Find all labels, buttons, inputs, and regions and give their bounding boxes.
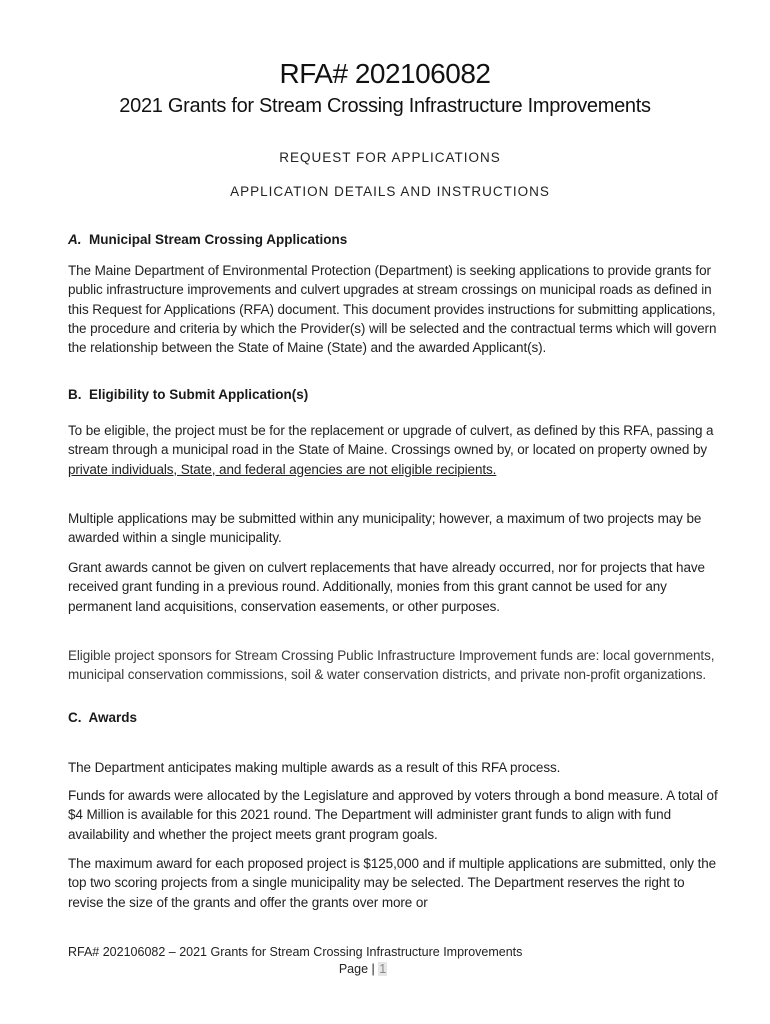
- section-b-heading: [68, 387, 308, 402]
- eligibility-text: To be eligible, the project must be for the replacement or upgrade of culvert, as defined by this RFA, passing a stream through a municipal road in the State of Maine. Crossings owned by, or located on property owned by: [68, 423, 714, 458]
- section-c-paragraph-3: The maximum award for each proposed project is $125,000 and if multiple applications are submitted, only the top two scoring projects from a single municipality may be selected. The Department reserves the right to revise the size of the grants and offer the grants over more or: [68, 856, 717, 910]
- section-c-paragraph-2: Funds for awards were allocated by the Legislature and approved by voters through a bond measure. A total of $4 Million is available for this 2021 round. The Department will administer grant funds to align with fund availability and whether the project meets grant program goals.: [68, 788, 718, 842]
- section-b-paragraph-4: Eligible project sponsors for Stream Crossing Public Infrastructure Improvement funds are: local governments, municipal conservation commissions, soil & water conservation districts, and private non-profit organizations.: [68, 648, 715, 683]
- section-b-paragraph-2: Multiple applications may be submitted within any municipality; however, a maximum of two projects may be awarded within a single municipality.: [68, 511, 702, 546]
- application-details-label: APPLICATION DETAILS AND INSTRUCTIONS: [230, 184, 550, 199]
- section-c-paragraph-1: The Department anticipates making multiple awards as a result of this RFA process.: [68, 760, 561, 775]
- section-a-paragraph-1: The Maine Department of Environmental Protection (Department) is seeking applications to provide grants for public infrastructure improvements and culvert upgrades at stream crossings on municipal roads as defined in this Request for Applications (RFA) document. This document provides instructions for submitting applications, the procedure and criteria by which the Provider(s) will be selected and the contractual terms which will govern the relationship between the State of Maine (State) and the awarded Applicant(s).: [68, 263, 717, 356]
- section-b-paragraph-3: Grant awards cannot be given on culvert replacements that have already occurred, nor for projects that have received grant funding in a previous round. Additionally, monies from this grant cannot be used for any permanent land acquisitions, conservation easements, or other purposes.: [68, 560, 705, 614]
- section-b-paragraph-1: [68, 421, 718, 479]
- section-c-title: Awards: [88, 710, 138, 725]
- request-for-applications-label: REQUEST FOR APPLICATIONS: [279, 150, 501, 165]
- page-label: Page |: [338, 962, 379, 976]
- section-a-letter: A.: [68, 232, 82, 247]
- section-c-letter: C.: [68, 710, 82, 725]
- section-a-title: Municipal Stream Crossing Applications: [89, 232, 348, 247]
- section-a-heading: [68, 232, 347, 247]
- footer-page: [0, 962, 726, 976]
- section-c-heading: [68, 710, 137, 725]
- footer-title: RFA# 202106082 – 2021 Grants for Stream Crossing Infrastructure Improvements: [68, 945, 523, 959]
- section-b-title: Eligibility to Submit Application(s): [89, 387, 309, 402]
- document-title: RFA# 202106082: [279, 58, 491, 89]
- ineligible-recipients-text: private individuals, State, and federal agencies are not eligible recipients.: [68, 461, 497, 477]
- document-subtitle: 2021 Grants for Stream Crossing Infrastructure Improvements: [119, 95, 651, 117]
- page-number: 1: [379, 962, 387, 976]
- section-b-letter: B.: [68, 387, 82, 402]
